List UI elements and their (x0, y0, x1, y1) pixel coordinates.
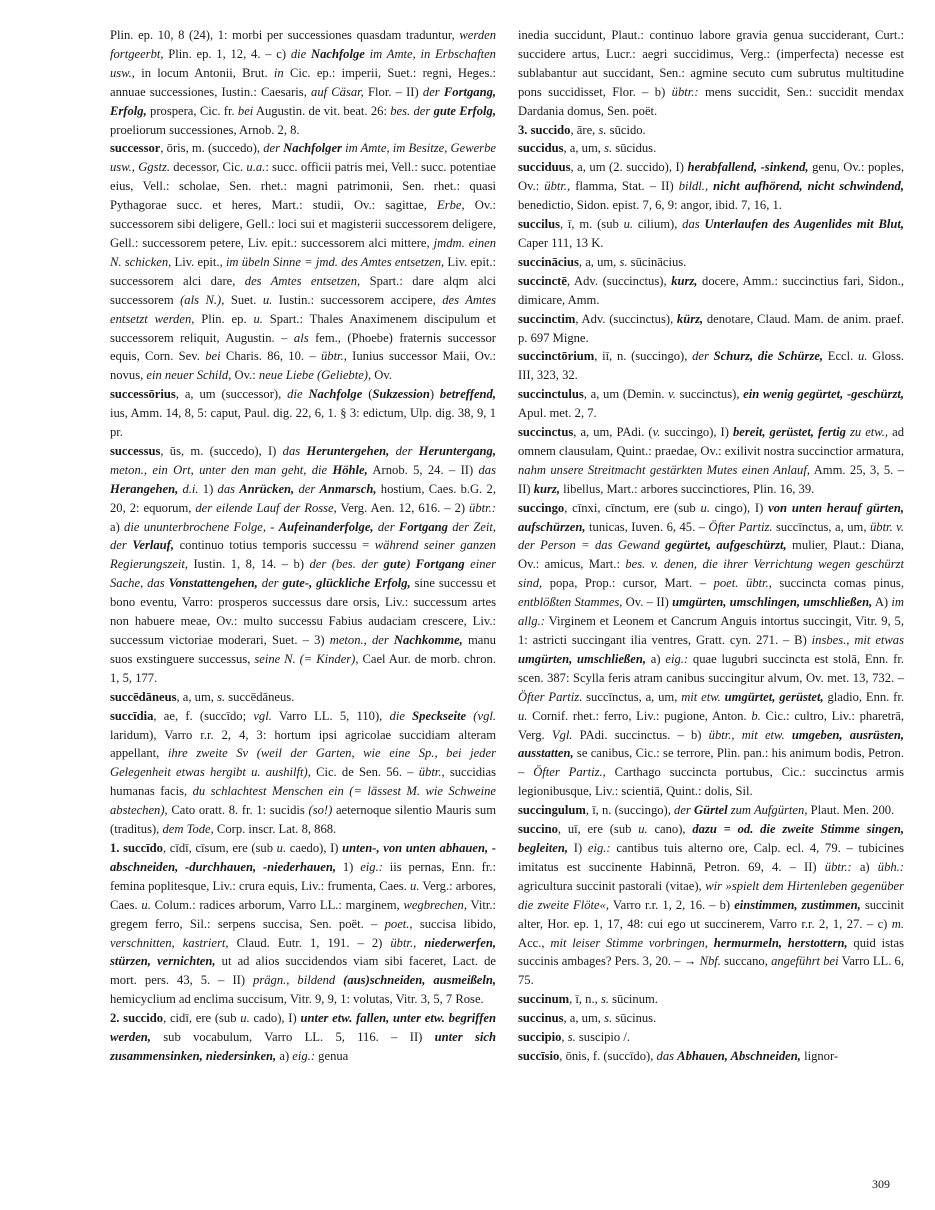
dictionary-entry: succinctim, Adv. (succinctus), kürz, denotare, Claud. Mam. de anim. praef. p. 697 Migne. (518, 311, 904, 345)
dictionary-entry: succipio, s. suscipio /. (518, 1030, 630, 1045)
dictionary-entry: successor, ōris, m. (succedo), der Nachfolger im Amte, im Besitze, Gewerbe usw., Ggstz. decessor, Cic. u.a.: succ. officii patris mei, Vell.: succ. potentiae eius, Vell.: scholae, Sen. rhet.: magni patrimonii, Sen. rhet.: quasi Pythagorae succ. et heres, Mart.: studii, Ov.: sagittae, Erbe, Ov.: successorem sibi deligere, Gell.: loci sui et magisterii successorem deligere, Gell.: successorem petere, Liv. epit.: successorem alci mittere, jmdm. einen N. schicken, Liv. epit., im übeln Sinne = jmd. des Amtes entsetzen, Liv. epit.: successorem alci dare, des Amtes entsetzen, Spart.: dare alqm alci successorem (als N.), Suet. u. Iustin.: successorem accipere, des Amtes entsetzt werden, Plin. ep. u. Spart.: Thales Anaximenem discipulum et successorem reliquit, Augustin. – als fem., (Phoebe) fraternis successor equis, Corn. Sev. bei Charis. 86, 10. – übtr., Iunius successor Maii, Ov.: novus, ein neuer Schild, Ov.: neue Liebe (Geliebte), Ov. (110, 141, 497, 383)
dictionary-entry: inedia succidunt, Plaut.: continuo labore gravia genua succiderant, Curt.: succidere artus, Lucr.: aegri succidimus, Verg.: (imperfecta) necesse est sublabantur aut succidant, Sen.: agmine secuto cum subrutus multitudine pons succidisset, Flor. – b) übtr.: mens succidit, Sen.: succidit mendax Dardania domus, Sen. poët. (518, 28, 904, 118)
dictionary-entry: succinctulus, a, um (Demin. v. succinctus), ein wenig gegürtet, -geschürzt, Apul. met. 2, 7. (518, 387, 904, 421)
dictionary-entry: succinum, ī, n., s. sūcinum. (518, 992, 658, 1007)
dictionary-entry: succīdia, ae, f. (succīdo; vgl. Varro LL. 5, 110), die Speckseite (vgl. laridum), Varro r.r. 2, 4, 3: hortum ipsi agricolae succidiam alteram appellant, ihre zweite Sv (weil der Garten, wie eine Sp., bei jeder Gelegenheit etwas hergibt u. aushilft), Cic. de Sen. 56. – übtr., succidias humanas facis, du schlachtest Menschen ein (= lässest M. wie Schweine abstechen), Cato oratt. 8. fr. 1: sucidis (so!) aeternoque silentio Mauris sum (traditus), dem Tode, Corp. inscr. Lat. 8, 868. (110, 708, 497, 837)
dictionary-entry: succēdāneus, a, um, s. succēdāneus. (110, 689, 295, 704)
left-column (110, 26, 496, 1066)
dictionary-entry: succinctē, Adv. (succinctus), kurz, docere, Amm.: succinctius fari, Sidon., dimicare, Amm. (518, 273, 904, 307)
dictionary-entry: succinctus, a, um, PAdi. (v. succingo), I) bereit, gerüstet, fertig zu etw., ad omnem clausulam, Quint.: praedae, Ov.: exilivit nostra succinctior armatura, nahm unsere Streitmacht gestärkten Mutes einen Anlauf, Amm. 25, 3, 5. – II) kurz, libellus, Mart.: arbores succinctiores, Plin. 16, 39. (518, 425, 905, 496)
right-column (518, 26, 904, 1066)
dictionary-entry: succiduus, a, um (2. succido), I) herabfallend, -sinkend, genu, Ov.: poples, Ov.: übtr., flamma, Stat. – II) bildl., nicht aufhörend, nicht schwindend, benedictio, Sidon. epist. 7, 6, 9: angor, ibid. 7, 16, 1. (518, 160, 904, 213)
dictionary-entry: succino, uī, ere (sub u. cano), dazu = od. die zweite Stimme singen, begleiten, I) eig.: cantibus tuis alterno ore, Calp. ecl. 4, 79. – tubicines imitatus est succinente Habinnā, Petron. 69, 4. – II) übtr.: a) übh.: agricultura succinit pastorali (vitae), wir »spielt dem Hirtenleben gegenüber die zweite Flöte«, Varro r.r. 1, 2, 16. – b) einstimmen, zustimmen, succinit alter, Hor. ep. 1, 17, 48: cui ego ut succinerem, Varro r.r. 2, 1, 27. – c) m. Acc., mit leiser Stimme vorbringen, hermurmeln, herstottern, quid istas succinis ambages? Pers. 3, 20. – → Nbf. succano, angeführt bei Varro LL. 6, 75. (518, 822, 905, 988)
dictionary-entry: succingo, cīnxi, cīnctum, ere (sub u. cingo), I) von unten herauf gürten, aufschürzen, tunicas, Iuven. 6, 45. – Öfter Partiz. succīnctus, a, um, übtr. v. der Person = das Gewand gegürtet, aufgeschürzt, mulier, Plaut.: Diana, Ov.: amicus, Mart.: bes. v. denen, die ihrer Verrichtung wegen geschürzt sind, popa, Prop.: cursor, Mart. – poet. übtr., succincta comas pinus, entblößten Stammes, Ov. – II) umgürten, umschlingen, umschließen, A) im allg.: Virginem et Leonem et Cancrum Anguis intortus succingit, Vitr. 9, 5, 1: astricti succingant ilia ventres, Gratt. cyn. 271. – B) insbes., mit etwas umgürten, umschließen, a) eig.: quae lugubri succincta est stolā, Enn. fr. scen. 387: Scylla feris atram canibus succingitur alvum, Ov. met. 13, 732. – Öfter Partiz. succīnctus, a, um, mit etw. umgürtet, gerüstet, gladio, Enn. fr. u. Cornif. rhet.: ferro, Liv.: pugione, Anton. b. Cic.: cultro, Liv.: pharetrā, Verg. Vgl. PAdi. succinctus. – b) übtr., mit etw. umgeben, ausrüsten, ausstatten, se canibus, Cic.: se terrore, Plin. pan.: his animum bodis, Petron. – Öfter Partiz., Carthago succincta portubus, Cic.: succinctus armis legionibusque, Liv.: scientiā, Quint.: dolis, Sil. (518, 500, 905, 799)
dictionary-entry: succilus, ī, m. (sub u. cilium), das Unterlaufen des Augenlides mit Blut, Caper 111, 13 K. (518, 217, 905, 250)
page-number: 309 (872, 1177, 890, 1191)
dictionary-entry: succidus, a, um, s. sūcidus. (518, 141, 657, 156)
dictionary-entry: 3. succido, āre, s. sūcido. (518, 122, 646, 137)
dictionary-entry: succinācius, a, um, s. sūcinācius. (518, 254, 687, 269)
dictionary-entry: succīsio, ōnis, f. (succīdo), das Abhauen, Abschneiden, lignor- (518, 1048, 839, 1063)
dictionary-entry: successus, ūs, m. (succedo), I) das Heruntergehen, der Heruntergang, meton., ein Ort, unter den man geht, die Höhle, Arnob. 5, 24. – II) das Herangehen, d.i. 1) das Anrücken, der Anmarsch, hostium, Caes. b.G. 2, 20, 2: equorum, der eilende Lauf der Rosse, Verg. Aen. 12, 616. – 2) übtr.: a) die ununterbrochene Folge, - Aufeinanderfolge, der Fortgang der Zeit, der Verlauf, continuo totius temporis successu = während seiner ganzen Regierungszeit, Iustin. 1, 8, 14. – b) der (bes. der gute) Fortgang einer Sache, das Vonstattengehen, der gute-, glückliche Erfolg, sine successu et bono eventu, Varro: prosperos successus dare orsis, Liv.: successum artes non habuere meae, Ov.: multo successu Fabius audaciam crescere, Liv.: successum victoriae moderari, Suet. – 3) meton., der Nachkomme, manu suos exstinguere successus, seine N. (= Kinder), Cael Aur. de morb. chron. 1, 5, 177. (110, 443, 496, 685)
dictionary-entry: successōrius, a, um (successor), die Nachfolge (Sukzession) betreffend, ius, Amm. 14, 8, 5: caput, Paul. dig. 22, 6, 1. § 3: edictum, Ulp. dig. 38, 9, 1 pr. (110, 387, 496, 440)
dictionary-entry: Plin. ep. 10, 8 (24), 1: morbi per successiones quasdam traduntur, werden fortgeerbt, Plin. ep. 1, 12, 4. – c) die Nachfolge im Amte, in Erbschaften usw., in locum Antonii, Brut. in Cic. ep.: imperii, Suet.: regni, Heges.: annuae successiones, Iustin.: Caesaris, auf Cäsar, Flor. – II) der Fortgang, Erfolg, prospera, Cic. fr. bei Augustin. de vit. beat. 26: bes. der gute Erfolg, proeliorum successiones, Arnob. 2, 8. (110, 28, 497, 137)
dictionary-entry: succinus, a, um, s. sūcinus. (518, 1011, 657, 1026)
dictionary-entry: 2. succido, cidī, ere (sub u. cado), I) unter etw. fallen, unter etw. begriffen werden, sub vocabulum, Varro LL. 5, 116. – II) unter sich zusammensinken, niedersinken, a) eig.: genua (110, 1011, 497, 1063)
dictionary-entry: succingulum, ī, n. (succingo), der Gürtel zum Aufgürten, Plaut. Men. 200. (518, 803, 895, 818)
dictionary-entry: succinctōrium, iī, n. (succingo), der Schurz, die Schürze, Eccl. u. Gloss. III, 323, 32. (518, 349, 904, 383)
dictionary-entry: 1. succīdo, cīdī, cīsum, ere (sub u. caedo), I) unten-, von unten abhauen, -abschneiden, -durchhauen, -niederhauen, 1) eig.: iis pernas, Enn. fr.: femina poplitesque, Liv.: crura equis, Liv.: frumenta, Caes. u. Verg.: arbores, Caes. u. Colum.: radices arborum, Varro LL.: marginem, wegbrechen, Vitr.: gregem ferro, Sil.: serpens succisa, Sen. poët. – poet., succisa libido, verschnitten, kastriert, Claud. Eutr. 1, 191. – 2) übtr., niederwerfen, stürzen, vernichten, ut ad alios succidendos viam sibi faceret, Lact. de mort. pers. 43, 5. – II) prägn., bildend (aus)schneiden, ausmeißeln, hemicyclium ad enclima succisum, Vitr. 9, 9, 1: volutas, Vitr. 3, 5, 7 Rose. (110, 840, 497, 1007)
